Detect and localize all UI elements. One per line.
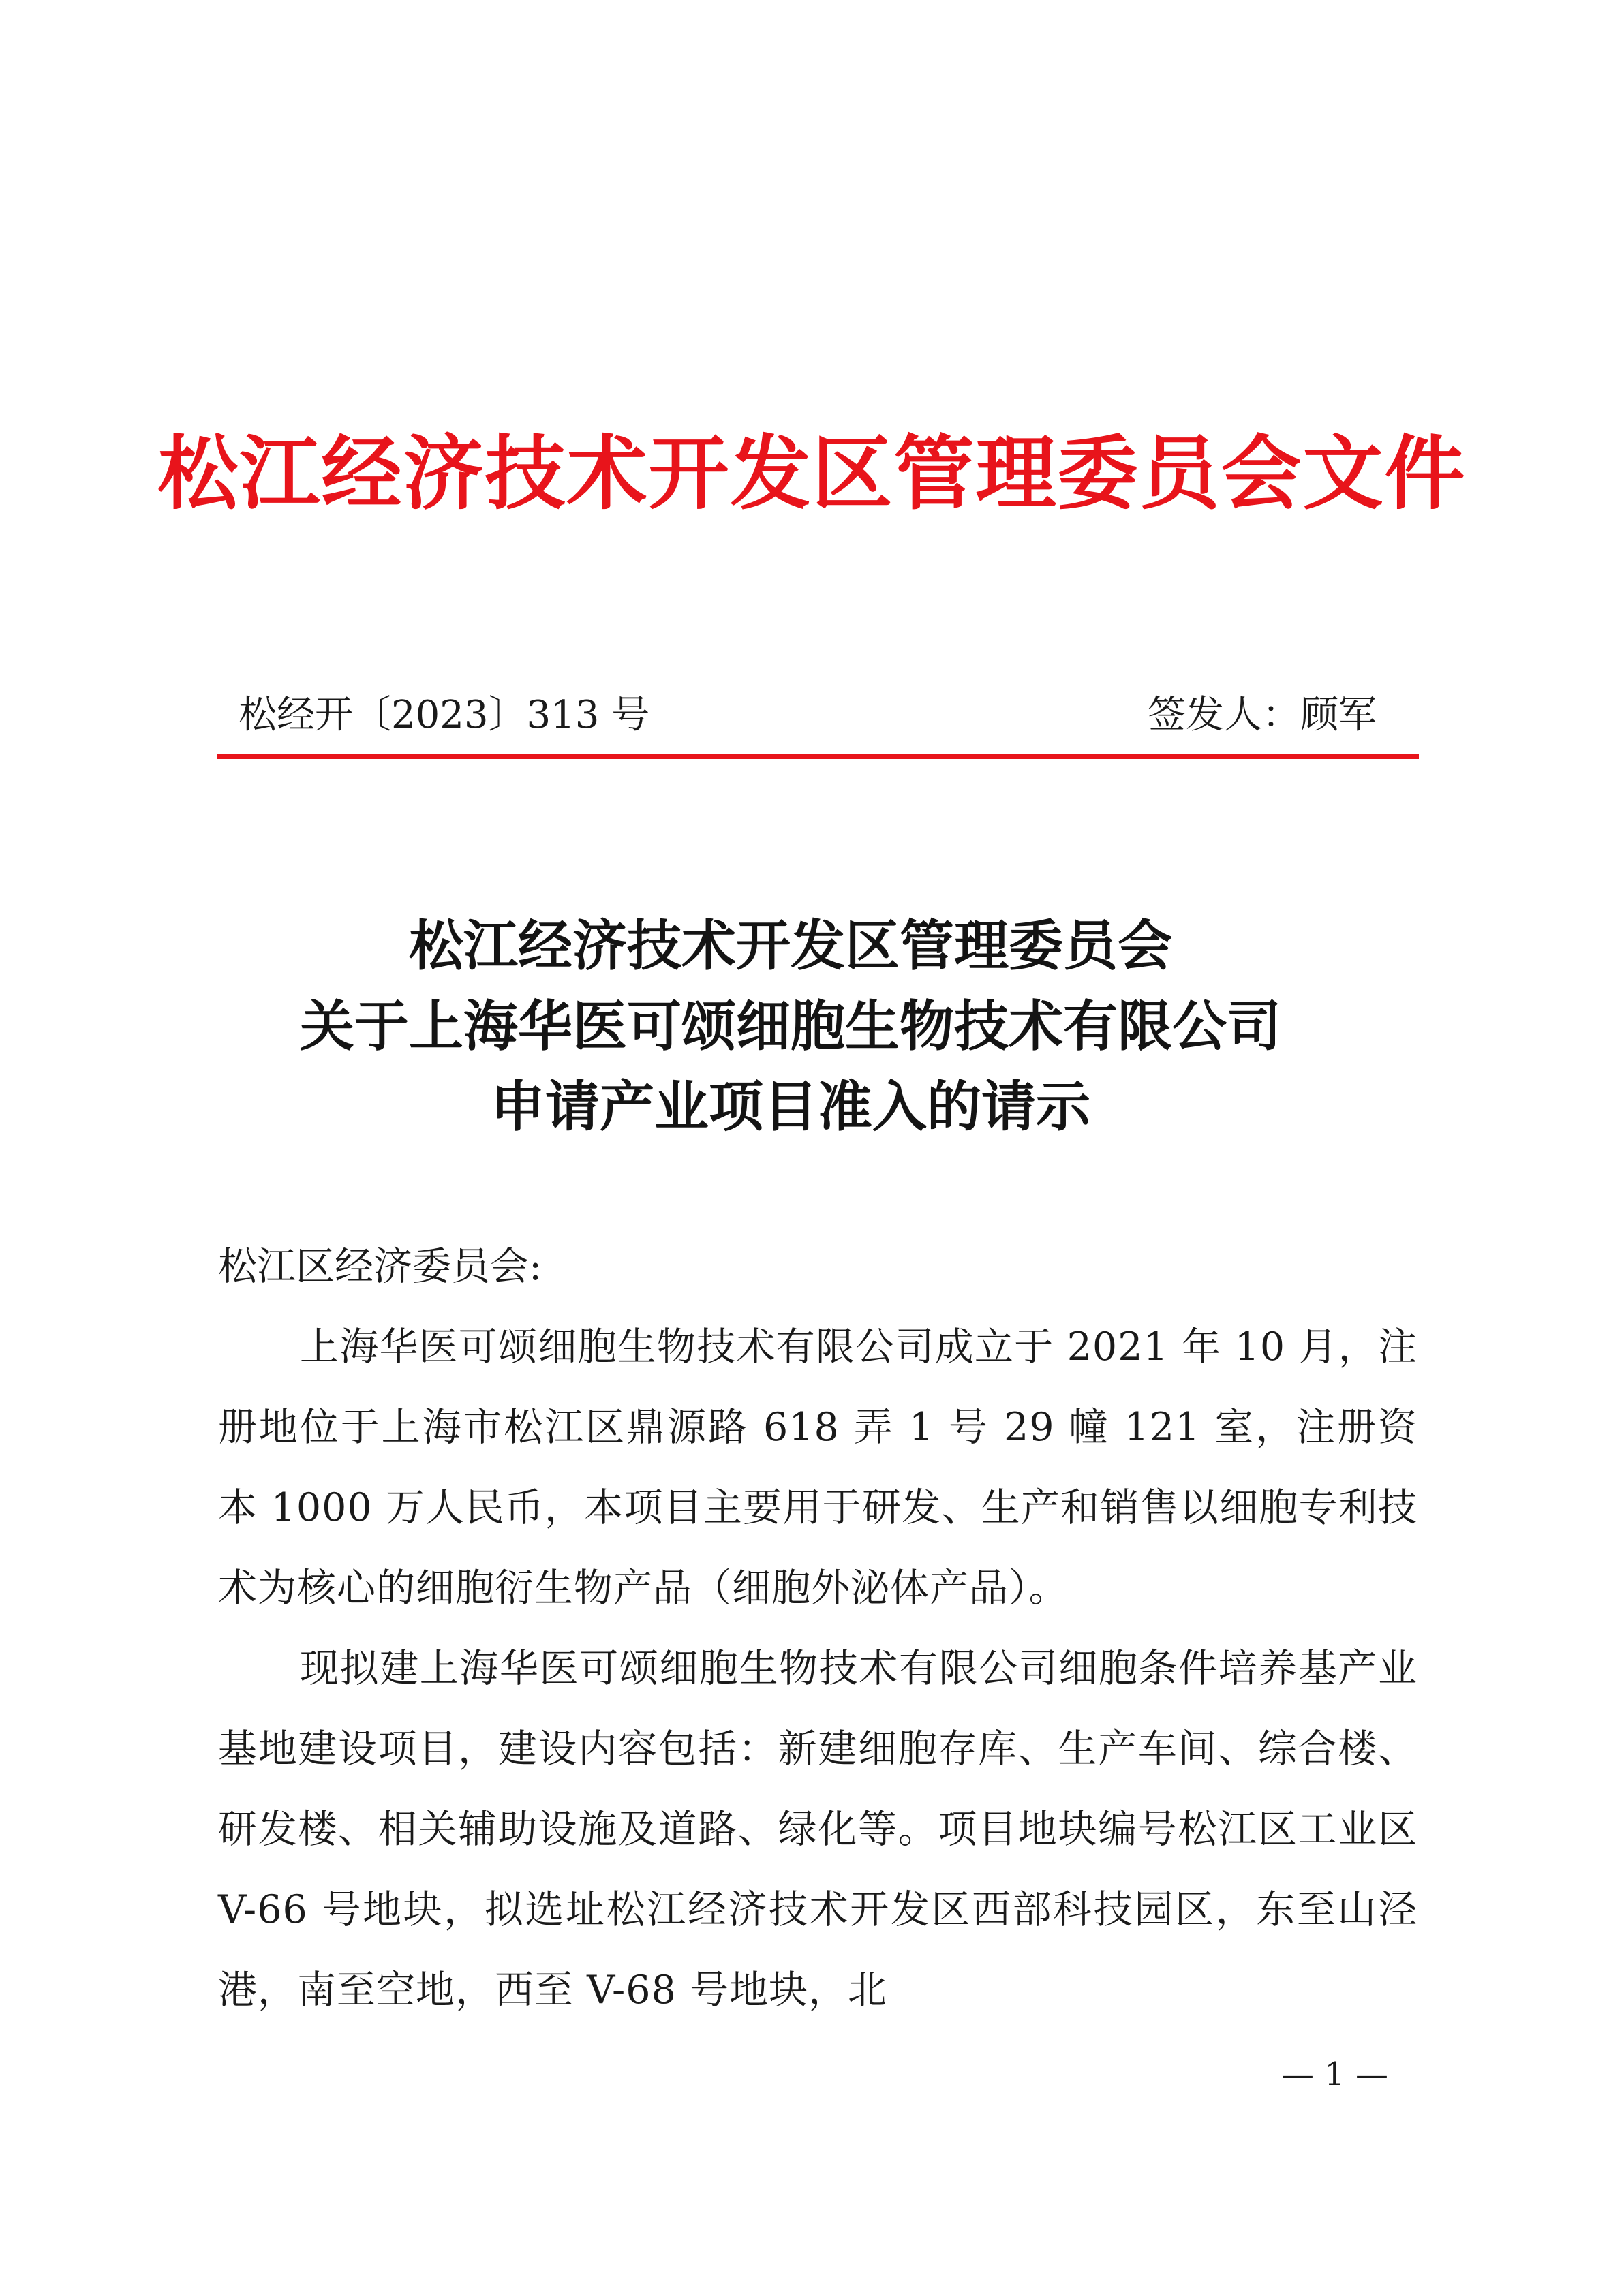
issuer-title: 松江经济技术开发区管理委员会文件 [157, 426, 1467, 521]
red-divider [217, 754, 1419, 759]
addressee: 松江区经济委员会: [218, 1244, 542, 1289]
body-text [218, 1226, 1418, 2030]
signer: 签发人：顾军 [1148, 693, 1377, 737]
doc-number: 松经开〔2023〕313 号 [239, 693, 650, 737]
doc-number-row [218, 688, 1418, 743]
document-title [204, 906, 1377, 1147]
paragraph-2: 现拟建上海华医可颂细胞生物技术有限公司细胞条件培养基产业基地建设项目，建设内容包括：新建细胞存库、生产车间、综合楼、研发楼、相关辅助设施及道路、绿化等。项目地块编号松江区工业区 V-66 号地块，拟选址松江经济技术开发区西部科技园区，东至山泾港，南至空地，西至 V-68 号地块，北 [218, 1646, 1418, 2013]
title-line-3: 申请产业项目准入的请示 [491, 1075, 1090, 1138]
page-number: — 1 — [1281, 2055, 1389, 2094]
paragraph-1: 上海华医可颂细胞生物技术有限公司成立于 2021 年 10 月，注册地位于上海市松江区鼎源路 618 弄 1 号 29 幢 121 室，注册资本 1000 万人民币，本项目主要用于研发、生产和销售以细胞专利技术为核心的细胞衍生物产品（细胞外泌体产品）。 [218, 1324, 1418, 1611]
title-line-1: 松江经济技术开发区管理委员会 [409, 914, 1172, 978]
title-line-2: 关于上海华医可颂细胞生物技术有限公司 [300, 995, 1281, 1058]
